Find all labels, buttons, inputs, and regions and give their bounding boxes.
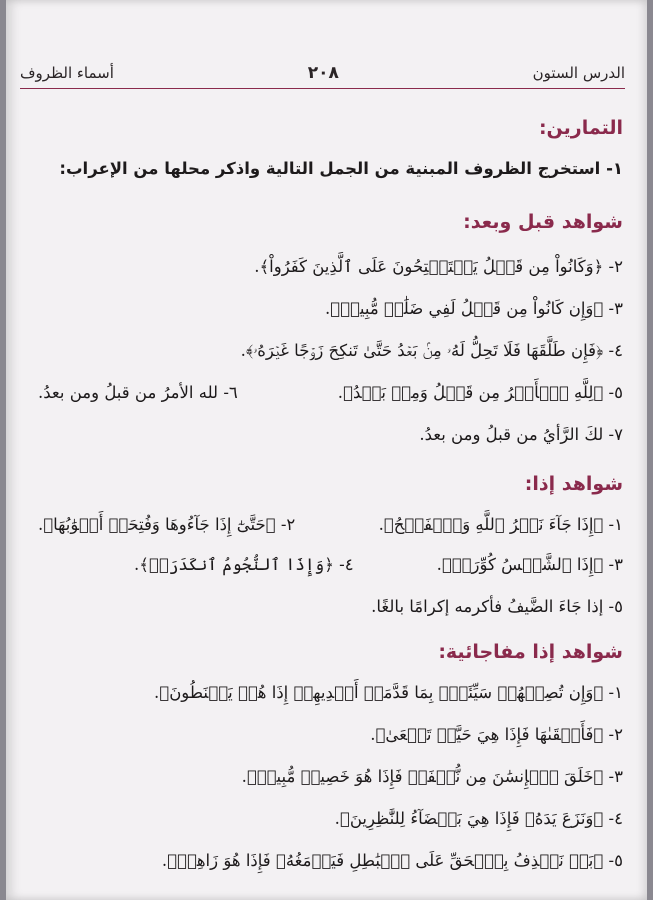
list-item: ٢- ﴿وَكَانُواْ مِن قَبۡلُ يَسۡتَفۡتِحُونَ عَلَى ٱلَّذِينَ كَفَرُواْ﴾. — [254, 257, 623, 276]
list-item-pair — [24, 514, 623, 538]
header-chapter-title: أسماء الظروف — [20, 64, 114, 82]
list-item-pair — [24, 382, 623, 406]
header-divider — [20, 88, 625, 89]
list-item: ٥- ﴿بَلۡ نَقۡذِفُ بِٱلۡحَقِّ عَلَى ٱلۡبَٰطِلِ فَيَدۡمَغُهُۥ فَإِذَا هُوَ زَاهِقٞ﴾. — [161, 851, 623, 870]
exercises-heading: التمارين: — [538, 117, 623, 139]
list-item: ٢- ﴿حَتَّىٰٓ إِذَا جَآءُوهَا وَفُتِحَتۡ أَبۡوَٰبُهَا﴾. — [38, 515, 296, 534]
page-number: ٢٠٨ — [307, 63, 339, 83]
list-item: ٢- ﴿فَأَلۡقَىٰهَا فَإِذَا هِيَ حَيَّةٞ تَسۡعَىٰ﴾. — [370, 725, 623, 744]
list-item: ١- ﴿إِذَا جَآءَ نَصۡرُ ٱللَّهِ وَٱلۡفَتۡحُ﴾. — [378, 515, 623, 534]
list-item: ٤- ﴿وَنَزَعَ يَدَهُۥ فَإِذَا هِيَ بَيۡضَآءُ لِلنَّٰظِرِينَ﴾. — [334, 809, 623, 828]
list-item: ٣- ﴿إِذَا ٱلشَّمۡسُ كُوِّرَتۡ﴾. — [436, 555, 623, 574]
list-item-pair — [24, 554, 623, 578]
exercise-instruction: ١- استخرج الظروف المبنية من الجمل التالية واذكر محلها من الإعراب: — [59, 159, 623, 178]
list-item: ٣- ﴿خَلَقَ ٱلۡإِنسَٰنَ مِن نُّطۡفَةٖ فَإِذَا هُوَ خَصِيمٞ مُّبِينٞ﴾. — [241, 767, 623, 786]
section-title-idha-mufajaa: شواهد إذا مفاجائية: — [438, 641, 623, 663]
list-item: ٥- إذا جَاءَ الضَّيفُ فأكرمه إكرامًا بالغًا. — [371, 597, 623, 616]
book-page — [6, 0, 647, 900]
list-item: ٤- ﴿وَإِذَا ٱلنُّجُومُ ٱنكَدَرَتۡ﴾. — [134, 555, 354, 574]
header-lesson-title: الدرس الستون — [532, 64, 625, 82]
list-item: ٤- ﴿فَإِن طَلَّقَهَا فَلَا تَحِلُّ لَهُۥ مِنۢ بَعۡدُ حَتَّىٰ تَنكِحَ زَوۡجًا غَيۡرَهُۥ﴾. — [240, 341, 623, 360]
section-title-qabl-baad: شواهد قبل وبعد: — [463, 211, 623, 233]
list-item: ١- ﴿وَإِن تُصِبۡهُمۡ سَيِّئَةُۢ بِمَا قَدَّمَتۡ أَيۡدِيهِمۡ إِذَا هُمۡ يَقۡنَطُونَ﴾. — [154, 683, 623, 702]
list-item: ٦- لله الأمرُ من قبلُ ومن بعدُ. — [38, 383, 238, 402]
page-header — [20, 60, 625, 86]
section-title-idha: شواهد إذا: — [524, 473, 623, 495]
list-item: ٧- لكَ الرَّأيُ من قبلُ ومن بعدُ. — [419, 425, 623, 444]
list-item: ٥- ﴿لِلَّهِ ٱلۡأَمۡرُ مِن قَبۡلُ وَمِنۢ بَعۡدُ﴾. — [337, 383, 623, 402]
list-item: ٣- ﴿وَإِن كَانُواْ مِن قَبۡلُ لَفِي ضَلَٰلٖ مُّبِينٖ﴾. — [324, 299, 623, 318]
